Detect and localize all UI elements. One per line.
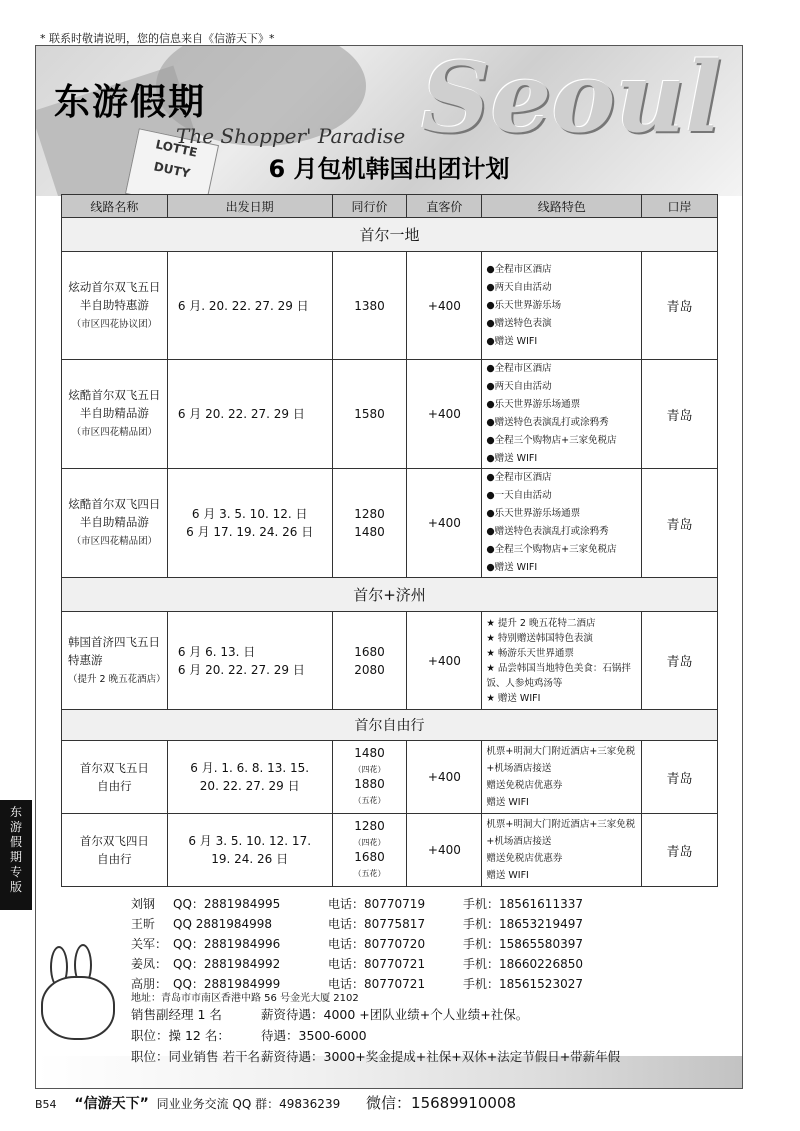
col-header-peer-price: 同行价	[332, 195, 407, 218]
route-features: ●全程市区酒店 ●两天自由活动 ●乐天世界游乐场 ●赠送特色表演 ●赠送 WIFI	[482, 252, 642, 360]
table-row	[62, 814, 718, 887]
route-features: 机票+明洞大门附近酒店+三家免税+机场酒店接送 赠送免税店优惠券 赠送 WIFI	[482, 741, 642, 814]
route-features: 机票+明洞大门附近酒店+三家免税+机场酒店接送 赠送免税店优惠券 赠送 WIFI	[482, 814, 642, 887]
route-name: 炫动首尔双飞五日 半自助特惠游 （市区四花协议团）	[62, 252, 168, 360]
contact-row: 高朋： QQ：2881984999 电话：80770721 手机：18561523027	[131, 977, 583, 991]
direct-price: +400	[407, 252, 482, 360]
company-address: 地址：青岛市市南区香港中路 56 号金光大厦 2102	[131, 993, 359, 1004]
peer-price: 1680 2080	[332, 612, 407, 710]
qq-group: 同业业务交流 QQ 群：49836239	[156, 1097, 341, 1111]
job-row: 职位：操 12 名： 待遇：3500-6000	[131, 1028, 367, 1043]
departure-date: 6 月 20. 22. 27. 29 日	[167, 360, 332, 469]
job-row: 职位：同业销售 若干名薪资待遇：3000+奖金提成+社保+双休+法定节假日+带薪年假	[131, 1049, 621, 1064]
page-frame	[35, 45, 743, 1089]
wechat-contact: 微信：15689910008	[366, 1094, 517, 1112]
seoul-logo: Seoul	[421, 46, 722, 154]
lotte-bag-image: LOTTE DUTY	[125, 128, 219, 196]
departure-date: 6 月. 20. 22. 27. 29 日	[167, 252, 332, 360]
direct-price: +400	[407, 360, 482, 469]
col-header-direct-price: 直客价	[407, 195, 482, 218]
bunny-mascot-icon	[41, 976, 115, 1040]
departure-date: 6 月 3. 5. 10. 12. 日 6 月 17. 19. 24. 26 日	[167, 469, 332, 578]
peer-price: 1380	[332, 252, 407, 360]
route-features: ●全程市区酒店 ●一天自由活动 ●乐天世界游乐场通票 ●赠送特色表演乱打或涂鸦秀 ●全程三个购物店+三家免税店 ●赠送 WIFI	[482, 469, 642, 578]
section-title: 首尔+济州	[62, 578, 718, 612]
departure-port: 青岛	[642, 469, 718, 578]
contact-row: 刘钢 QQ：2881984995 电话：80770719 手机：18561611337	[131, 897, 583, 911]
route-name: 韩国首济四飞五日 特惠游 （提升 2 晚五花酒店）	[62, 612, 168, 710]
table-row	[62, 469, 718, 578]
departure-date: 6 月. 1. 6. 8. 13. 15. 20. 22. 27. 29 日	[167, 741, 332, 814]
peer-price: 1480 （四花） 1880 （五花）	[332, 741, 407, 814]
publication-title: “信游天下”	[74, 1096, 149, 1112]
col-header-port: 口岸	[642, 195, 718, 218]
table-row	[62, 360, 718, 469]
peer-price: 1280 （四花） 1680 （五花）	[332, 814, 407, 887]
schedule-table	[61, 194, 718, 887]
departure-date: 6 月 3. 5. 10. 12. 17. 19. 24. 26 日	[167, 814, 332, 887]
brand-logo: 东游假期	[54, 81, 207, 123]
route-features: ●全程市区酒店 ●两天自由活动 ●乐天世界游乐场通票 ●赠送特色表演乱打或涂鸦秀 ●全程三个购物店+三家免税店 ●赠送 WIFI	[482, 360, 642, 469]
route-name: 炫酷首尔双飞四日 半自助精品游 （市区四花精品团）	[62, 469, 168, 578]
job-row: 销售副经理 1 名 薪资待遇：4000 +团队业绩+个人业绩+社保。	[131, 1007, 529, 1022]
table-row	[62, 741, 718, 814]
direct-price: +400	[407, 814, 482, 887]
route-name: 首尔双飞五日 自由行	[62, 741, 168, 814]
peer-price: 1580	[332, 360, 407, 469]
page-number: B54	[35, 1098, 57, 1111]
direct-price: +400	[407, 741, 482, 814]
contact-list	[131, 894, 583, 994]
section-title: 首尔自由行	[62, 710, 718, 741]
contact-row: 王昕 QQ 2881984998 电话：80775817 手机：18653219497	[131, 917, 583, 931]
peer-price: 1280 1480	[332, 469, 407, 578]
departure-port: 青岛	[642, 360, 718, 469]
job-openings	[131, 1004, 620, 1067]
departure-date: 6 月 6. 13. 日 6 月 20. 22. 27. 29 日	[167, 612, 332, 710]
col-header-route: 线路名称	[62, 195, 168, 218]
route-name: 炫酷首尔双飞五日 半自助精品游 （市区四花精品团）	[62, 360, 168, 469]
contact-row: 关军： QQ：2881984996 电话：80770720 手机：15865580397	[131, 937, 583, 951]
contact-person	[131, 1088, 537, 1089]
col-header-features: 线路特色	[482, 195, 642, 218]
route-name: 首尔双飞四日 自由行	[62, 814, 168, 887]
source-note: * 联系时敬请说明，您的信息来自《信游天下》*	[40, 32, 275, 45]
departure-port: 青岛	[642, 252, 718, 360]
departure-port: 青岛	[642, 612, 718, 710]
page-footer	[35, 1092, 516, 1113]
direct-price: +400	[407, 469, 482, 578]
table-row	[62, 252, 718, 360]
direct-price: +400	[407, 612, 482, 710]
plan-title: 6 月包机韩国出团计划	[268, 155, 510, 183]
slogan: The Shopper' Paradise	[176, 124, 406, 148]
col-header-date: 出发日期	[167, 195, 332, 218]
header-banner	[36, 46, 742, 196]
table-row	[62, 612, 718, 710]
side-edition-tab: 东 游 假 期 专 版	[0, 800, 32, 910]
section-title: 首尔一地	[62, 218, 718, 252]
route-features: ★ 提升 2 晚五花特二酒店 ★ 特别赠送韩国特色表演 ★ 畅游乐天世界通票 ★ 品尝韩国当地特色美食：石锅拌饭、人参炖鸡汤等 ★ 赠送 WIFI	[482, 612, 642, 710]
table-header-row	[62, 195, 718, 218]
departure-port: 青岛	[642, 741, 718, 814]
departure-port: 青岛	[642, 814, 718, 887]
contact-row: 姜凤： QQ：2881984992 电话：80770721 手机：18660226850	[131, 957, 583, 971]
